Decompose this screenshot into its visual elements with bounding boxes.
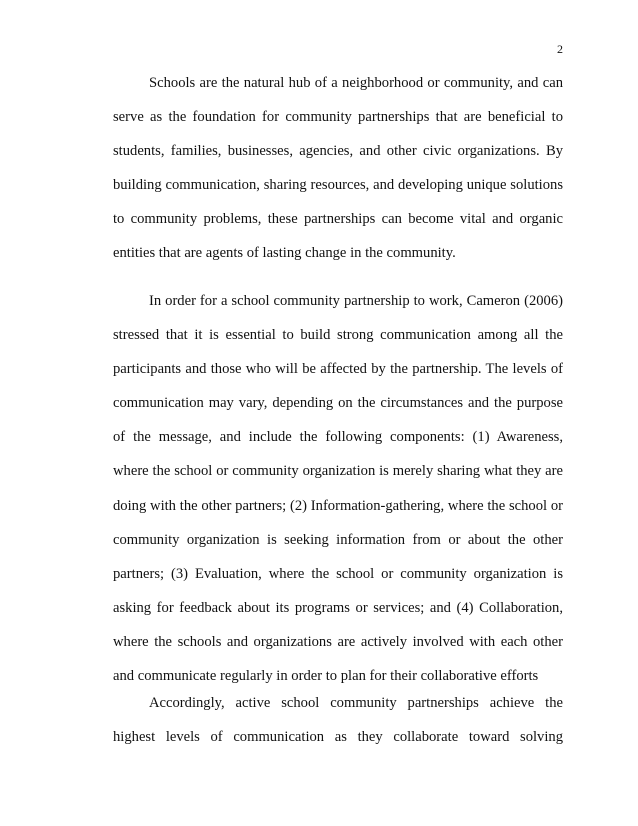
- paragraph-line: entities that are agents of lasting change in the community.: [113, 245, 456, 262]
- paragraph-line: where the schools and organizations are actively involved with each other: [113, 633, 563, 650]
- paragraph-line: building communication, sharing resources, and developing unique solutions: [113, 177, 563, 194]
- paragraph-line: of the message, and include the following components: (1) Awareness,: [113, 429, 563, 446]
- paragraph-2: [113, 284, 563, 693]
- paragraph-line: doing with the other partners; (2) Information-gathering, where the school or: [113, 497, 563, 514]
- paragraph-line: and communicate regularly in order to plan for their collaborative efforts: [113, 668, 539, 685]
- paragraph-line: where the school or community organization is merely sharing what they are: [113, 463, 563, 480]
- paragraph-line: In order for a school community partnership to work, Cameron (2006): [149, 293, 563, 309]
- paragraph-3: [113, 686, 563, 754]
- paragraph-line: Accordingly, active school community partnerships achieve the: [149, 695, 563, 711]
- paragraph-line: serve as the foundation for community partnerships that are beneficial to: [113, 109, 563, 126]
- paragraph-line: community organization is seeking information from or about the other: [113, 531, 563, 548]
- paragraph-line: highest levels of communication as they collaborate toward solving: [113, 729, 563, 746]
- page-number: 2: [557, 42, 563, 56]
- paragraph-line: asking for feedback about its programs or services; and (4) Collaboration,: [113, 599, 563, 616]
- paragraph-line: communication may vary, depending on the circumstances and the purpose: [113, 395, 563, 412]
- paragraph-line: stressed that it is essential to build strong communication among all the: [113, 327, 563, 344]
- paragraph-line: participants and those who will be affected by the partnership. The levels of: [113, 361, 563, 378]
- paragraph-line: to community problems, these partnerships can become vital and organic: [113, 211, 563, 228]
- paragraph-line: Schools are the natural hub of a neighborhood or community, and can: [149, 75, 563, 91]
- paragraph-line: students, families, businesses, agencies, and other civic organizations. By: [113, 143, 563, 160]
- paragraph-line: partners; (3) Evaluation, where the school or community organization is: [113, 565, 563, 582]
- paragraph-1: [113, 66, 563, 271]
